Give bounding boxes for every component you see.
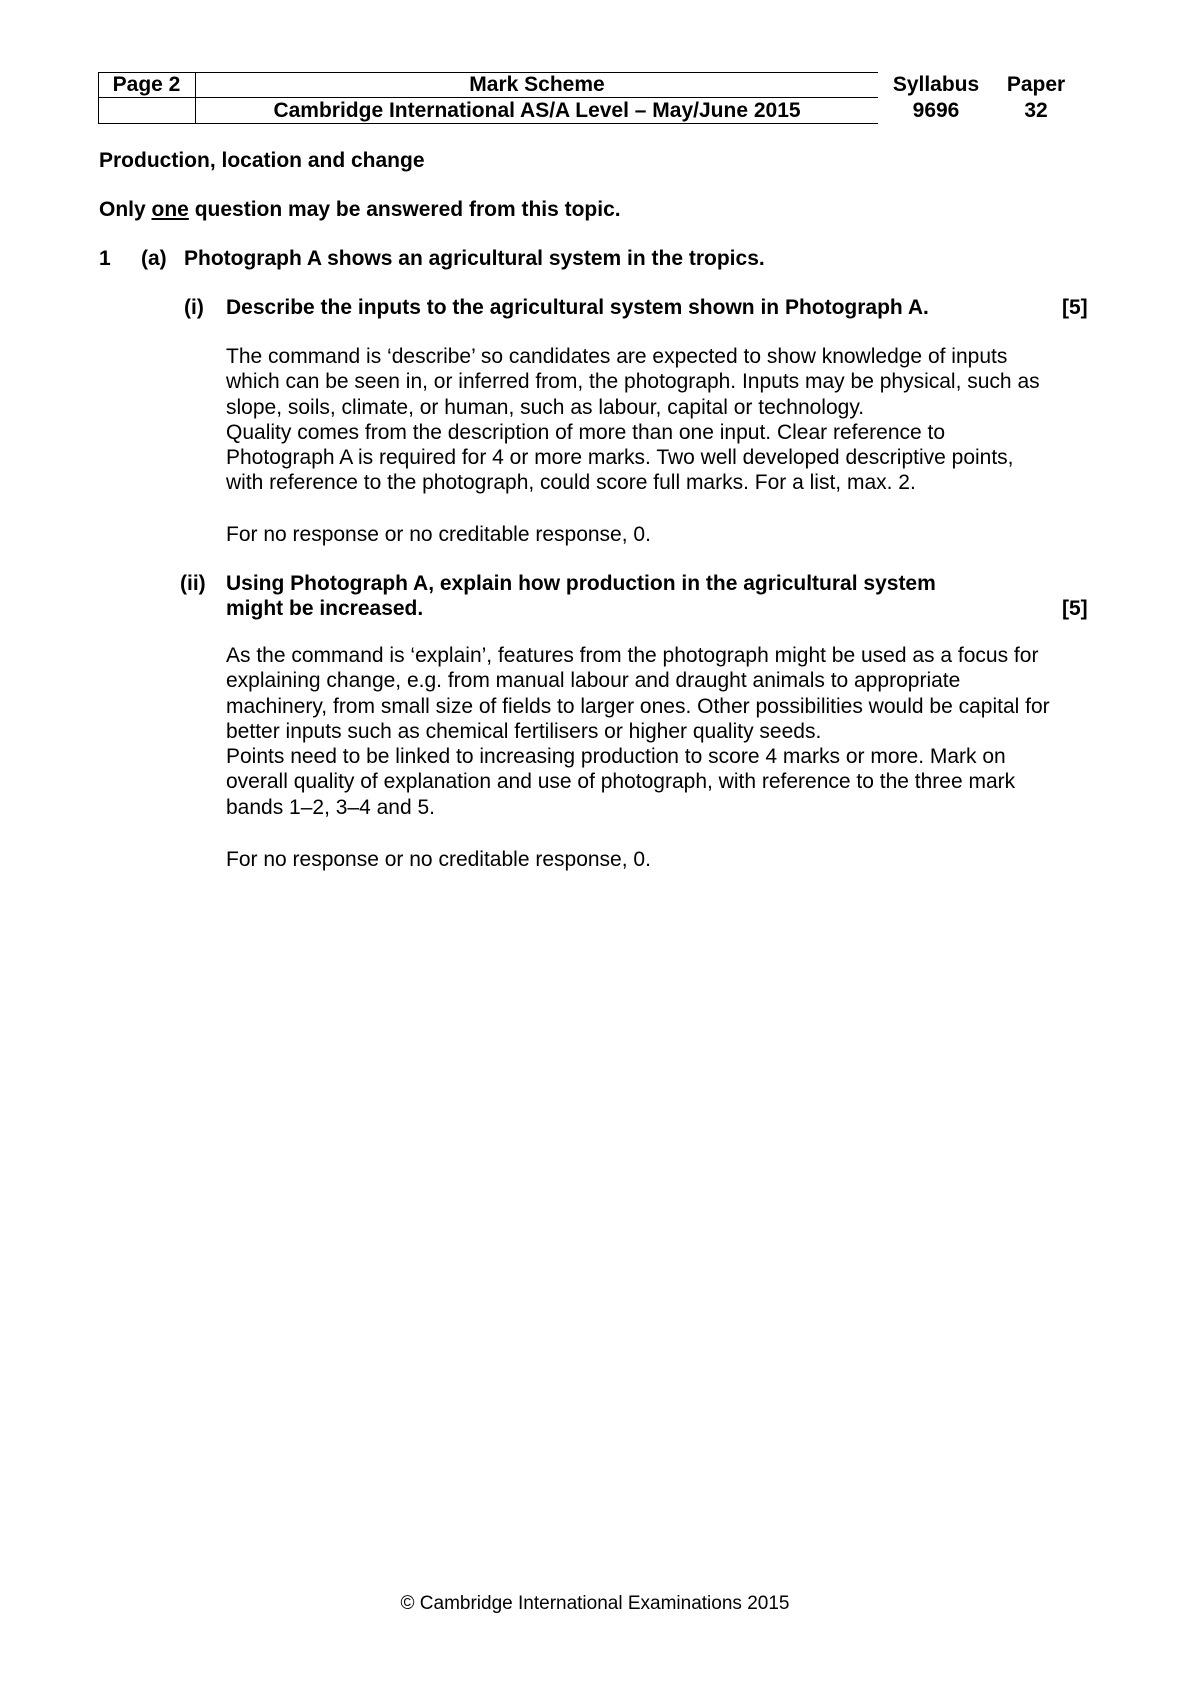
guidance-line: Points need to be linked to increasing production to score 4 marks or more. Mark on (226, 745, 1006, 769)
guidance-line: explaining change, e.g. from manual labour and draught animals to appropriate (226, 669, 961, 693)
sub-i-guidance (226, 344, 1096, 496)
sub-i-text: Describe the inputs to the agricultural system shown in Photograph A. (226, 296, 929, 319)
header-syllabus-value: 9696 (912, 99, 960, 122)
header-subtitle: Cambridge International AS/A Level – May/June 2015 (273, 99, 801, 122)
instruction-after: question may be answered from this topic. (188, 198, 621, 221)
sub-i-label: (i) (184, 296, 204, 319)
sub-ii-marks: [5] (1062, 597, 1088, 620)
guidance-line: machinery, from small size of fields to larger ones. Other possibilities would be capital for (226, 694, 1050, 718)
instruction-before: Only (99, 198, 152, 221)
header-title: Mark Scheme (469, 73, 605, 96)
guidance-line: The command is ‘describe’ so candidates are expected to show knowledge of inputs (226, 345, 1008, 368)
topic-instruction (99, 197, 621, 222)
guidance-line: Photograph A is required for 4 or more marks. Two well developed descriptive points, (226, 446, 1014, 470)
question-stem: Photograph A shows an agricultural system in the tropics. (184, 247, 765, 270)
sub-ii-text-line1: Using Photograph A, explain how production in the agricultural system (226, 572, 936, 595)
guidance-line: slope, soils, climate, or human, such as labour, capital or technology. (226, 395, 865, 419)
question-part: (a) (141, 247, 167, 270)
guidance-line: bands 1–2, 3–4 and 5. (226, 795, 436, 819)
topic-heading: Production, location and change (99, 149, 425, 172)
header-paper-label: Paper (1006, 73, 1066, 96)
header-table (98, 72, 1078, 124)
header-page: Page 2 (112, 73, 181, 96)
footer-copyright: © Cambridge International Examinations 2015 (400, 1593, 790, 1614)
guidance-line: better inputs such as chemical fertilisers or higher quality seeds. (226, 719, 822, 743)
sub-ii-label: (ii) (180, 572, 206, 595)
sub-ii-guidance (226, 643, 1096, 820)
sub-ii-no-response: For no response or no creditable response, 0. (226, 848, 651, 871)
question-number: 1 (99, 247, 111, 270)
header-syllabus-label: Syllabus (892, 73, 980, 96)
sub-i-marks: [5] (1062, 296, 1088, 319)
instruction-underlined: one (151, 198, 189, 221)
guidance-line: with reference to the photograph, could score full marks. For a list, max. 2. (226, 471, 916, 495)
header-paper-value: 32 (1024, 99, 1048, 122)
guidance-line: As the command is ‘explain’, features from the photograph might be used as a focus for (226, 644, 1039, 667)
guidance-line: Quality comes from the description of more than one input. Clear reference to (226, 420, 946, 444)
guidance-line: which can be seen in, or inferred from, the photograph. Inputs may be physical, such as (226, 370, 1040, 394)
sub-i-no-response: For no response or no creditable response, 0. (226, 523, 651, 546)
guidance-line: overall quality of explanation and use of photograph, with reference to the three mark (226, 770, 1016, 794)
sub-ii-text-line2: might be increased. (226, 597, 424, 620)
